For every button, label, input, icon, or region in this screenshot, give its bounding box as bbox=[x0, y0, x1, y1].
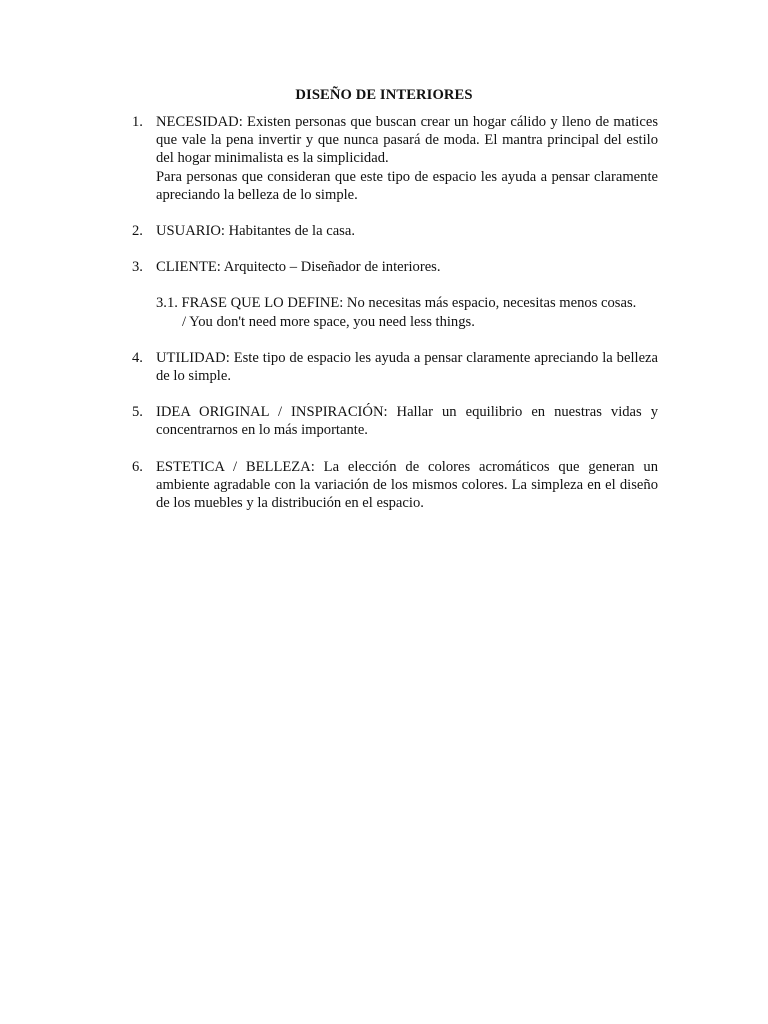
list-item-estetica bbox=[124, 458, 658, 513]
item-paragraph: NECESIDAD: Existen personas que buscan crear un hogar cálido y lleno de matices que vale la pena invertir y que nunca pasará de moda. El mantra principal del estilo del hogar minimalista es la simplicidad. bbox=[156, 114, 658, 167]
item-paragraph: ESTETICA / BELLEZA: La elección de colores acromáticos que generan un ambiente agradable con la variación de los mismos colores. La simpleza en el diseño de los muebles y la distribución en el espacio. bbox=[156, 458, 658, 512]
item-number: 5. bbox=[132, 404, 143, 421]
sub-item-line: 3.1. FRASE QUE LO DEFINE: No necesitas más espacio, necesitas menos cosas. bbox=[156, 295, 637, 312]
item-paragraph: Para personas que consideran que este tipo de espacio les ayuda a pensar claramente apreciando la belleza de lo simple. bbox=[156, 168, 658, 203]
item-paragraph: CLIENTE: Arquitecto – Diseñador de interiores. bbox=[156, 259, 441, 276]
item-paragraph: IDEA ORIGINAL / INSPIRACIÓN: Hallar un equilibrio en nuestras vidas y concentrarnos en lo más importante. bbox=[156, 404, 658, 439]
list-item-usuario bbox=[124, 222, 658, 240]
spacer bbox=[124, 276, 658, 294]
spacer bbox=[124, 440, 658, 458]
item-number: 6. bbox=[132, 458, 143, 475]
item-number: 2. bbox=[132, 223, 143, 240]
item-paragraph: UTILIDAD: Este tipo de espacio les ayuda a pensar claramente apreciando la belleza de lo simple. bbox=[156, 349, 658, 385]
item-number: 3. bbox=[132, 259, 143, 276]
numbered-list bbox=[124, 113, 658, 512]
document-title: DISEÑO DE INTERIORES bbox=[295, 87, 473, 103]
sub-item-line: / You don't need more space, you need less things. bbox=[182, 313, 475, 330]
spacer bbox=[124, 240, 658, 258]
item-paragraph: USUARIO: Habitantes de la casa. bbox=[156, 223, 355, 240]
item-number: 1. bbox=[132, 114, 143, 130]
list-item-utilidad bbox=[124, 349, 658, 385]
sub-item-frase bbox=[124, 294, 658, 330]
spacer bbox=[124, 331, 658, 349]
list-item-necesidad bbox=[124, 113, 658, 204]
list-item-idea-original bbox=[124, 403, 658, 439]
spacer bbox=[124, 204, 658, 222]
spacer bbox=[124, 385, 658, 403]
item-number: 4. bbox=[132, 349, 143, 366]
list-item-cliente bbox=[124, 258, 658, 276]
